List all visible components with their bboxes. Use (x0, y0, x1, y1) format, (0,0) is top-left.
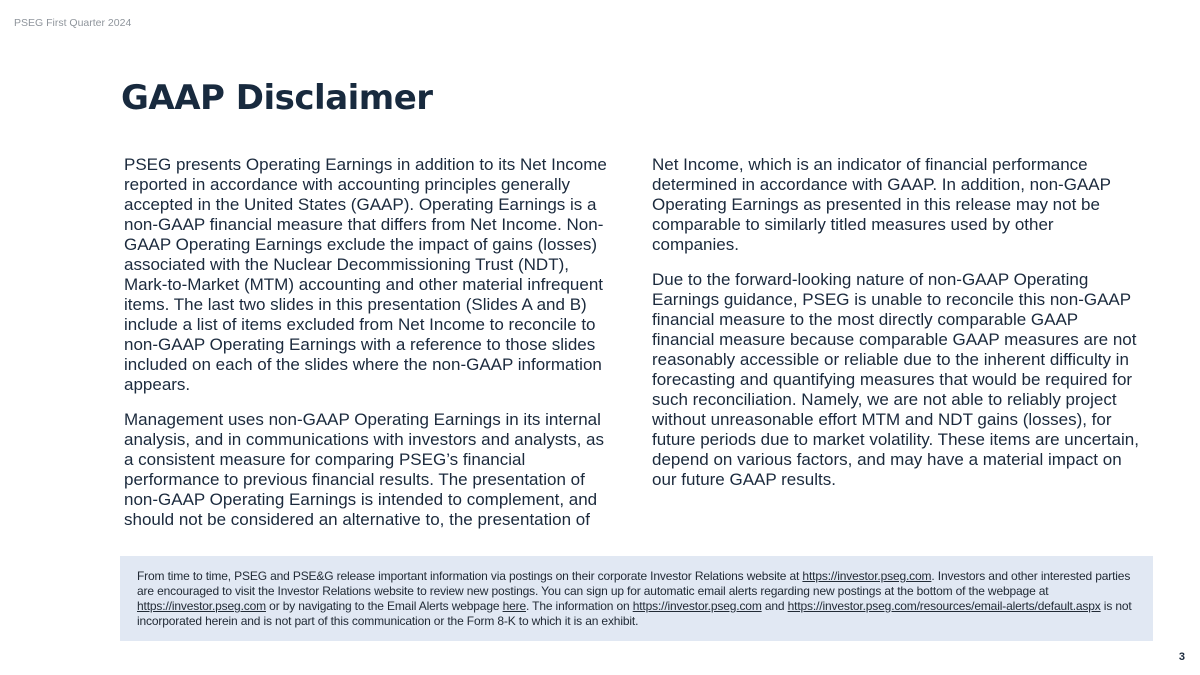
footnote-text-4: . The information on (525, 599, 633, 613)
footnote-text-6: is not incorporated herein and is not part of this communication or the Form 8-K to which it is an exhibit. (137, 599, 1132, 628)
left-paragraph-1: PSEG presents Operating Earnings in addition to its Net Income reported in accordance with accounting principles generally accepted in the United States (GAAP). Operating Earnings is a non-GAAP financial measure that differs from Net Income. Non-GAAP Operating Earnings exclude the impact of gains (losses) associated with the Nuclear Decommissioning Trust (NDT), Mark-to-Market (MTM) accounting and other material infrequent items. The last two slides in this presentation (Slides A and B) include a list of items excluded from Net Income to reconcile to non-GAAP Operating Earnings with a reference to those slides included on each of the slides where the non-GAAP information appears. (124, 155, 607, 394)
investor-relations-footnote (120, 556, 1153, 641)
footnote-text-5: and (761, 599, 788, 613)
investor-site-link-2[interactable]: https://investor.pseg.com (137, 599, 266, 613)
email-alerts-url-link[interactable]: https://investor.pseg.com/resources/email-alerts/default.aspx (787, 599, 1101, 613)
footnote-text-3: or by navigating to the Email Alerts webpage (265, 599, 503, 613)
investor-site-link-1[interactable]: https://investor.pseg.com (802, 569, 932, 583)
page-title: GAAP Disclaimer (121, 78, 433, 118)
email-alerts-link[interactable]: here (502, 599, 526, 613)
footnote-text-1: From time to time, PSEG and PSE&G release important information via postings on their corporate Investor Relations website at (137, 569, 803, 583)
page-number: 3 (1178, 651, 1185, 663)
footnote-text-2: . Investors and other interested parties are encouraged to visit the Investor Relations website to review new postings. You can sign up for automatic email alerts regarding new postings at the bottom of the webpage at (137, 569, 1131, 598)
right-paragraph-2: Due to the forward-looking nature of non-GAAP Operating Earnings guidance, PSEG is unable to reconcile this non-GAAP financial measure to the most directly comparable GAAP financial measure because comparable GAAP measures are not reasonably accessible or reliable due to the inherent difficulty in forecasting and quantifying measures that would be required for such reconciliation. Namely, we are not able to reliably project without unreasonable effort MTM and NDT gains (losses), for future periods due to market volatility. These items are uncertain, depend on various factors, and may have a material impact on our future GAAP results. (652, 270, 1139, 489)
investor-site-link-3[interactable]: https://investor.pseg.com (632, 599, 762, 613)
left-paragraph-2: Management uses non-GAAP Operating Earnings in its internal analysis, and in communications with investors and analysts, as a consistent measure for comparing PSEG’s financial performance to previous financial results. The presentation of non-GAAP Operating Earnings is intended to complement, and should not be considered an alternative to, the presentation of (124, 410, 605, 529)
right-paragraph-1: Net Income, which is an indicator of financial performance determined in accordance with GAAP. In addition, non-GAAP Operating Earnings as presented in this release may not be comparable to similarly titled measures used by other companies. (652, 155, 1111, 254)
left-column (124, 155, 616, 531)
right-column (652, 155, 1144, 505)
header-label: PSEG First Quarter 2024 (14, 17, 132, 29)
